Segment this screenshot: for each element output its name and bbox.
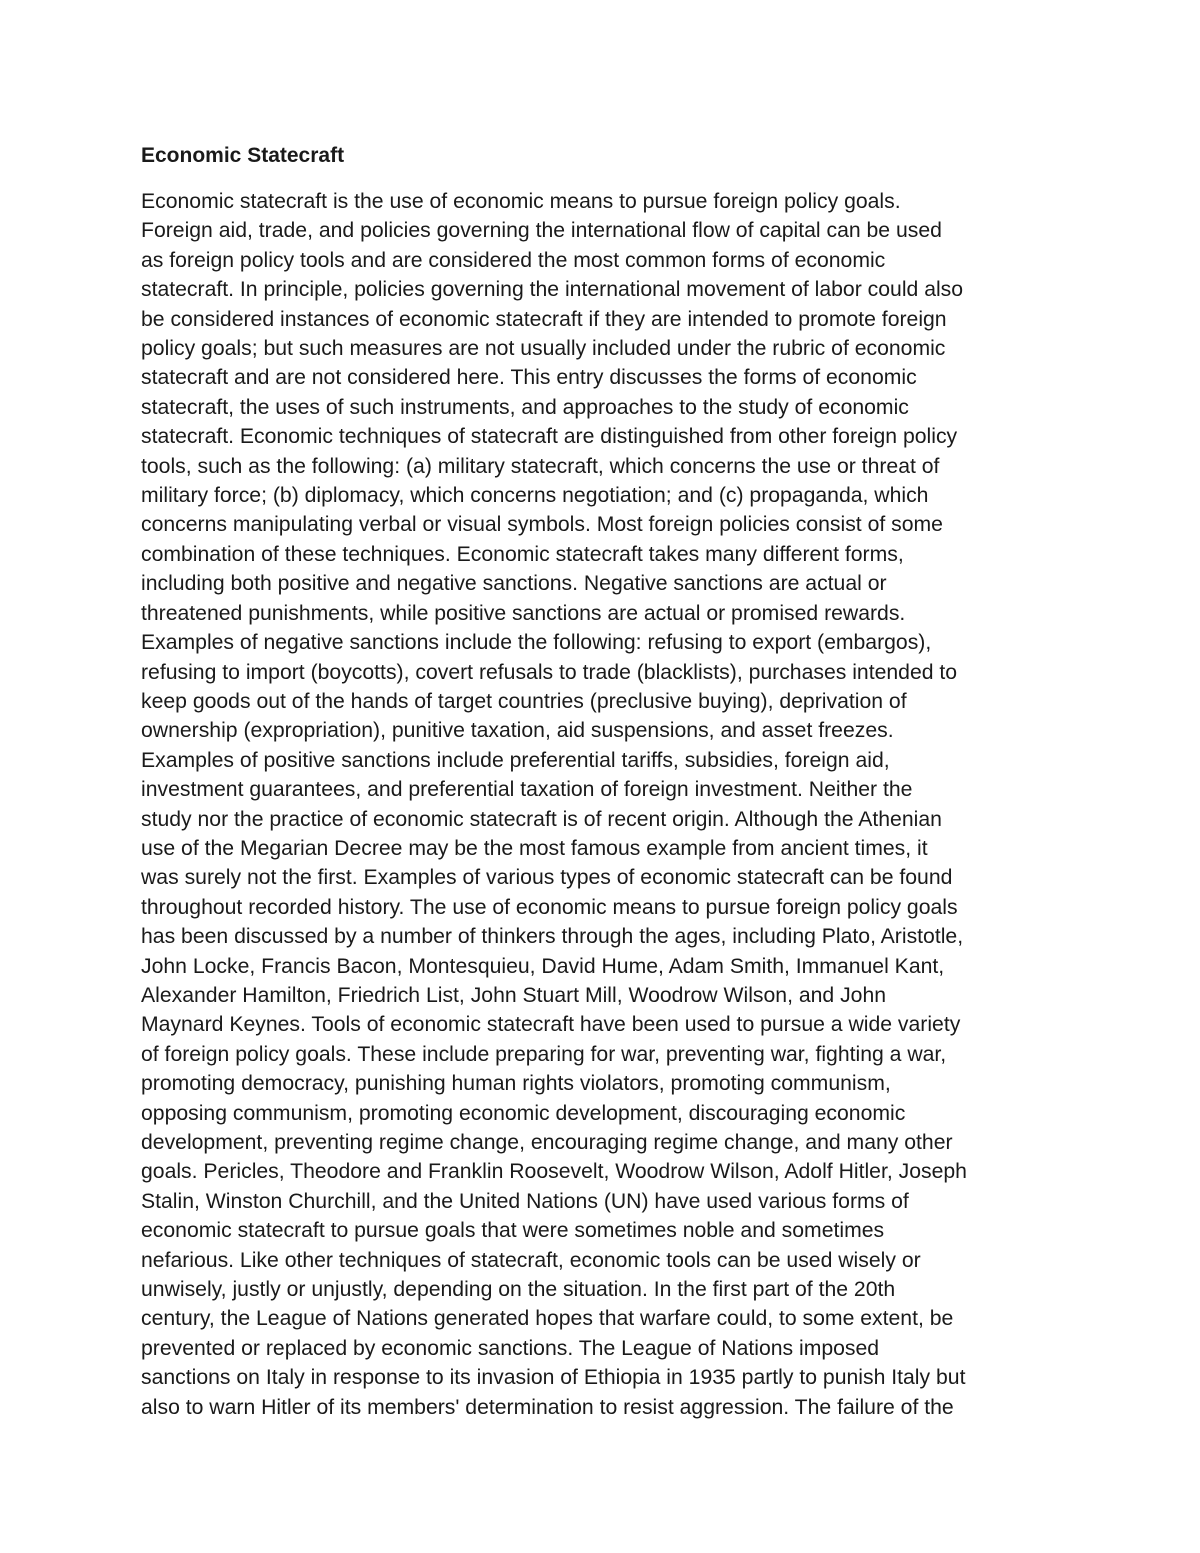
body-text-line: statecraft, the uses of such instruments, and approaches to the study of economic xyxy=(141,395,909,419)
body-text-line: Maynard Keynes. Tools of economic statecraft have been used to pursue a wide variety xyxy=(141,1013,961,1037)
body-text-line: military force; (b) diplomacy, which concerns negotiation; and (c) propaganda, which xyxy=(141,484,929,508)
body-text-line: unwisely, justly or unjustly, depending on the situation. In the first part of the 20th xyxy=(141,1278,896,1302)
body-text-line: of foreign policy goals. These include preparing for war, preventing war, fighting a war, xyxy=(141,1042,947,1066)
document-title: Economic Statecraft xyxy=(141,144,345,167)
body-text-line: Alexander Hamilton, Friedrich List, John Stuart Mill, Woodrow Wilson, and John xyxy=(141,983,887,1007)
body-text-line: statecraft. Economic techniques of statecraft are distinguished from other foreign policy xyxy=(141,425,958,449)
body-text-line: refusing to import (boycotts), covert refusals to trade (blacklists), purchases intended to xyxy=(141,660,958,684)
body-text-line: nefarious. Like other techniques of statecraft, economic tools can be used wisely or xyxy=(141,1248,921,1272)
body-text-line: throughout recorded history. The use of economic means to pursue foreign policy goals xyxy=(141,895,958,919)
body-text-line: tools, such as the following: (a) military statecraft, which concerns the use or threat of xyxy=(141,454,940,478)
body-text-line: Foreign aid, trade, and policies governing the international flow of capital can be used xyxy=(141,219,942,243)
body-text-line: Examples of negative sanctions include the following: refusing to export (embargos), xyxy=(141,631,932,655)
body-text-line: as foreign policy tools and are considered the most common forms of economic xyxy=(141,248,886,272)
body-text-line: John Locke, Francis Bacon, Montesquieu, David Hume, Adam Smith, Immanuel Kant, xyxy=(141,954,945,978)
body-text-line: combination of these techniques. Economic statecraft takes many different forms, xyxy=(141,542,904,566)
body-text-line: including both positive and negative sanctions. Negative sanctions are actual or xyxy=(141,572,887,596)
body-text-line: statecraft. In principle, policies governing the international movement of labor could also xyxy=(141,278,964,302)
body-text-line: threatened punishments, while positive sanctions are actual or promised rewards. xyxy=(141,601,906,625)
body-text-line: promoting democracy, punishing human rights violators, promoting communism, xyxy=(141,1072,891,1096)
body-text-line: be considered instances of economic statecraft if they are intended to promote foreign xyxy=(141,307,947,331)
body-text-line: prevented or replaced by economic sanctions. The League of Nations imposed xyxy=(141,1336,880,1360)
body-text-line: investment guarantees, and preferential taxation of foreign investment. Neither the xyxy=(141,778,913,802)
body-text-line: also to warn Hitler of its members' determination to resist aggression. The failure of the xyxy=(141,1395,954,1419)
body-text-line: Examples of positive sanctions include preferential tariffs, subsidies, foreign aid, xyxy=(141,748,890,772)
body-text-line: sanctions on Italy in response to its invasion of Ethiopia in 1935 partly to punish Italy but xyxy=(141,1366,966,1390)
body-text-line: economic statecraft to pursue goals that were sometimes noble and sometimes xyxy=(141,1219,885,1243)
body-text-line: use of the Megarian Decree may be the most famous example from ancient times, it xyxy=(141,836,928,860)
body-text-line: study nor the practice of economic statecraft is of recent origin. Although the Athenian xyxy=(141,807,942,831)
body-text-line: century, the League of Nations generated hopes that warfare could, to some extent, be xyxy=(141,1307,954,1331)
body-text-line: keep goods out of the hands of target countries (preclusive buying), deprivation of xyxy=(141,689,907,713)
body-text-line: Stalin, Winston Churchill, and the United Nations (UN) have used various forms of xyxy=(141,1189,909,1213)
body-text-line: ownership (expropriation), punitive taxation, aid suspensions, and asset freezes. xyxy=(141,719,894,743)
body-text-line: policy goals; but such measures are not usually included under the rubric of economic xyxy=(141,337,946,361)
body-text-line: statecraft and are not considered here. This entry discusses the forms of economic xyxy=(141,366,917,390)
document-body xyxy=(141,187,1071,1422)
body-text-line: has been discussed by a number of thinkers through the ages, including Plato, Aristotle, xyxy=(141,925,964,949)
body-text-line: goals. Pericles, Theodore and Franklin Roosevelt, Woodrow Wilson, Adolf Hitler, Joseph xyxy=(141,1160,967,1184)
body-text-line: development, preventing regime change, encouraging regime change, and many other xyxy=(141,1131,953,1154)
body-text-line: concerns manipulating verbal or visual symbols. Most foreign policies consist of some xyxy=(141,513,943,537)
body-text-line: opposing communism, promoting economic development, discouraging economic xyxy=(141,1101,906,1125)
body-text-line: was surely not the first. Examples of various types of economic statecraft can be found xyxy=(141,866,953,890)
body-text-line: Economic statecraft is the use of economic means to pursue foreign policy goals. xyxy=(141,190,901,213)
